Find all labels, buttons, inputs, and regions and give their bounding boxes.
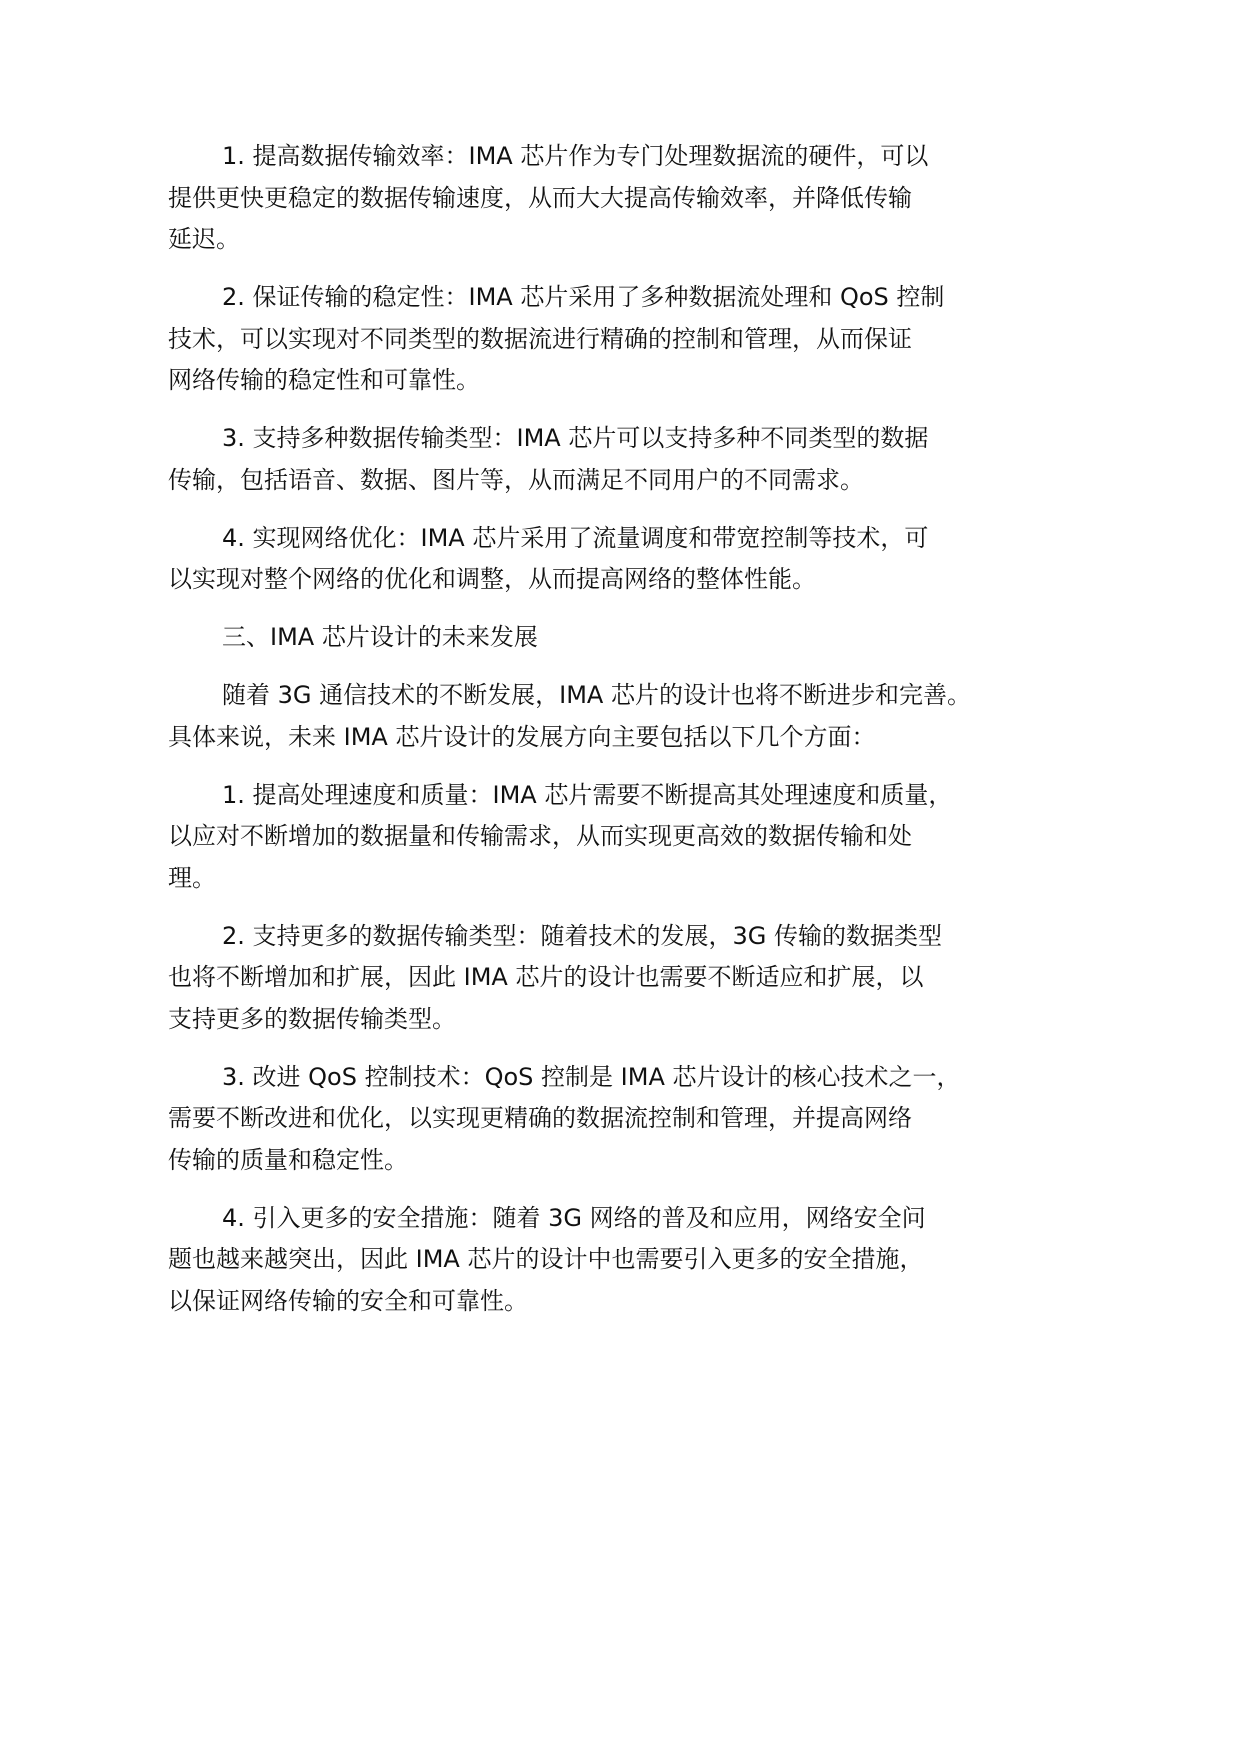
paragraph-future-intro [168, 675, 1241, 758]
paragraph-line: 具体来说，未来 IMA 芯片设计的发展方向主要包括以下几个方面： [168, 722, 876, 751]
paragraph-data-types [168, 418, 1241, 501]
paragraph-line: 技术，可以实现对不同类型的数据流进行精确的控制和管理，从而保证 [168, 324, 912, 353]
paragraph-line: 以应对不断增加的数据量和传输需求，从而实现更高效的数据传输和处 [168, 822, 912, 850]
section-heading-text: 三、IMA 芯片设计的未来发展 [222, 623, 538, 651]
paragraph-security [168, 1198, 1241, 1323]
paragraph-network-optimization [168, 518, 1241, 601]
paragraph-improve-efficiency [168, 136, 1241, 261]
paragraph-line: 传输，包括语音、数据、图片等，从而满足不同用户的不同需求。 [168, 465, 864, 494]
paragraph-line: 3. 改进 QoS 控制技术：QoS 控制是 IMA 芯片设计的核心技术之一， [222, 1062, 961, 1091]
paragraph-line: 以保证网络传输的安全和可靠性。 [168, 1286, 528, 1315]
paragraph-line: 1. 提高处理速度和质量：IMA 芯片需要不断提高其处理速度和质量， [222, 780, 953, 809]
paragraph-line: 4. 引入更多的安全措施：随着 3G 网络的普及和应用，网络安全问 [222, 1203, 926, 1232]
paragraph-line: 延迟。 [168, 225, 240, 253]
paragraph-more-data-types [168, 916, 1241, 1041]
paragraph-line: 4. 实现网络优化：IMA 芯片采用了流量调度和带宽控制等技术，可 [222, 523, 929, 552]
section-heading [168, 617, 1241, 659]
paragraph-line: 3. 支持多种数据传输类型：IMA 芯片可以支持多种不同类型的数据 [222, 424, 929, 452]
paragraph-stability [168, 277, 1241, 402]
paragraph-line: 传输的质量和稳定性。 [168, 1145, 408, 1174]
paragraph-line: 随着 3G 通信技术的不断发展，IMA 芯片的设计也将不断进步和完善。 [222, 681, 971, 709]
paragraph-line: 题也越来越突出，因此 IMA 芯片的设计中也需要引入更多的安全措施， [168, 1245, 924, 1273]
paragraph-line: 网络传输的稳定性和可靠性。 [168, 366, 480, 394]
paragraph-qos-control [168, 1057, 1241, 1182]
paragraph-line: 也将不断增加和扩展，因此 IMA 芯片的设计也需要不断适应和扩展，以 [168, 963, 924, 991]
paragraph-line: 理。 [168, 863, 216, 892]
paragraph-line: 2. 支持更多的数据传输类型：随着技术的发展，3G 传输的数据类型 [222, 921, 943, 950]
paragraph-processing-speed [168, 775, 1241, 900]
paragraph-line: 1. 提高数据传输效率：IMA 芯片作为专门处理数据流的硬件，可以 [222, 142, 929, 170]
paragraph-line: 2. 保证传输的稳定性：IMA 芯片采用了多种数据流处理和 QoS 控制 [222, 283, 945, 311]
paragraph-line: 提供更快更稳定的数据传输速度，从而大大提高传输效率，并降低传输 [168, 183, 912, 212]
paragraph-line: 支持更多的数据传输类型。 [168, 1004, 456, 1033]
paragraph-line: 需要不断改进和优化，以实现更精确的数据流控制和管理，并提高网络 [168, 1104, 912, 1132]
paragraph-line: 以实现对整个网络的优化和调整，从而提高网络的整体性能。 [168, 565, 816, 593]
